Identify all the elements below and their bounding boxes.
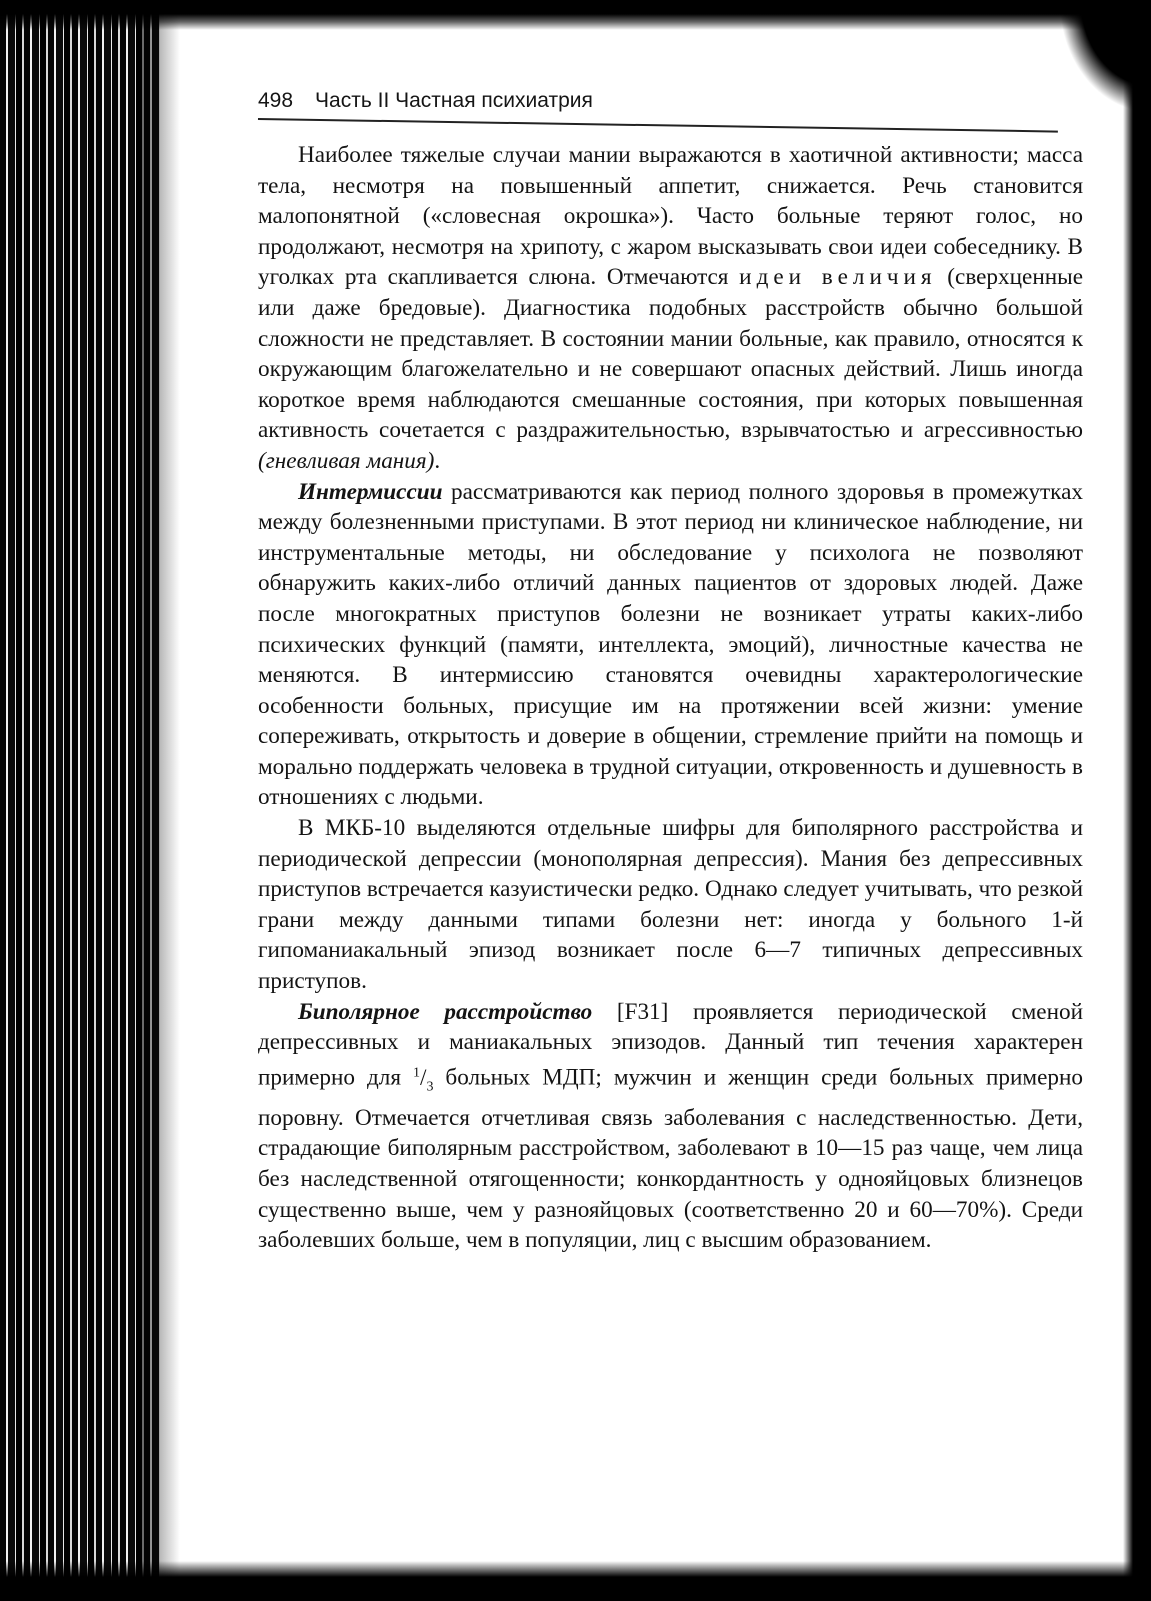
- bold-italic-term: Интермиссии: [298, 478, 443, 505]
- paragraph-bipolar: [258, 997, 1083, 1256]
- fraction: [412, 1064, 434, 1095]
- paragraph-text: Наиболее тяжелые случаи мании выражаются в хаотичной активности; масса тела, несмотря на повышенный аппетит, снижается. Речь становится малопонятной («словесная окрошка»). Часто больные теряют голос, но продолжают, несмотря на хрипоту, с жаром высказывать свои идеи собеседнику. В уголках рта скапливается слюна. Отмечаются: [258, 142, 1083, 291]
- book-page: [258, 86, 1083, 1256]
- fraction-denominator: 3: [426, 1079, 434, 1095]
- paragraph-mania: [258, 140, 1083, 477]
- spaced-emphasis: идеи величия: [739, 264, 937, 291]
- book-page-edges: [0, 0, 160, 1601]
- running-title: Часть II Частная психиатрия: [315, 89, 593, 112]
- paragraph-text: [F31] проявляется периодической сменой депрессивных и маниакальных эпизодов. Данный тип течения характерен примерно для: [258, 998, 1083, 1091]
- page-number: 498: [258, 89, 294, 112]
- scan-border-top: [0, 0, 1151, 30]
- paragraph-icd10: [258, 813, 1083, 997]
- binding-shadow: [140, 0, 180, 1601]
- paragraph-text: (сверхценные или даже бредовые). Диагностика подобных расстройств обычно большой сложности не представляет. В состоянии мании больные, как правило, относятся к окружающим благожелательно и не совершают опасных действий. Лишь иногда короткое время наблюдаются смешанные состояния, при которых повышенная активность сочетается с раздражительностью, взрывчатостью и агрессивностью: [258, 264, 1084, 444]
- bold-italic-term: Биполярное расстройство: [298, 998, 593, 1025]
- scan-border-bottom: [0, 1561, 1151, 1601]
- body-text: [258, 140, 1083, 1256]
- scan-border-right: [1123, 0, 1151, 1601]
- paragraph-intermissions: [258, 477, 1083, 814]
- paragraph-text: больных МДП; мужчин и женщин среди больных примерно поровну. Отмечается отчетливая связь заболевания с наследственностью. Дети, страдающие биполярным расстройством, заболевают в 10—15 раз чаще, чем лица без наследственной отягощенности; конкордантность у однояйцовых близнецов существенно выше, чем у разнояйцовых (соответственно 20 и 60—70%). Среди заболевших больше, чем в популяции, лиц с высшим образованием.: [258, 1064, 1083, 1254]
- fraction-numerator: 1: [412, 1064, 420, 1080]
- paragraph-text: В МКБ-10 выделяются отдельные шифры для биполярного расстройства и периодической депрессии (монополярная депрессия). Мания без депрессивных приступов встречается казуистически редко. Однако следует учитывать, что резкой грани между данными типами болезни нет: иногда у больного 1-й гипоманиакальный эпизод возникает после 6—7 типичных депрессивных приступов.: [258, 815, 1083, 995]
- paragraph-end: .: [434, 447, 441, 474]
- paragraph-text: рассматриваются как период полного здоровья в промежутках между болезненными приступами. В этот период ни клиническое наблюдение, ни инструментальные методы, ни обследование у психолога не позволяют обнаружить каких-либо отличий данных пациентов от здоровых людей. Даже после многократных приступов болезни не возникает утраты каких-либо психических функций (памяти, интеллекта, эмоций), личностные качества не меняются. В интермиссию становятся очевидны характерологические особенности больных, присущие им на протяжении всей жизни: умение сопереживать, открытость и доверие в общении, стремление прийти на помощь и морально поддержать человека в трудной ситуации, откровенность и душевность в отношениях с людьми.: [258, 478, 1083, 811]
- fraction-slash: /: [419, 1064, 427, 1091]
- running-header: [258, 86, 1083, 116]
- header-rule: [258, 118, 1058, 133]
- italic-term: (гневливая мания): [258, 447, 435, 474]
